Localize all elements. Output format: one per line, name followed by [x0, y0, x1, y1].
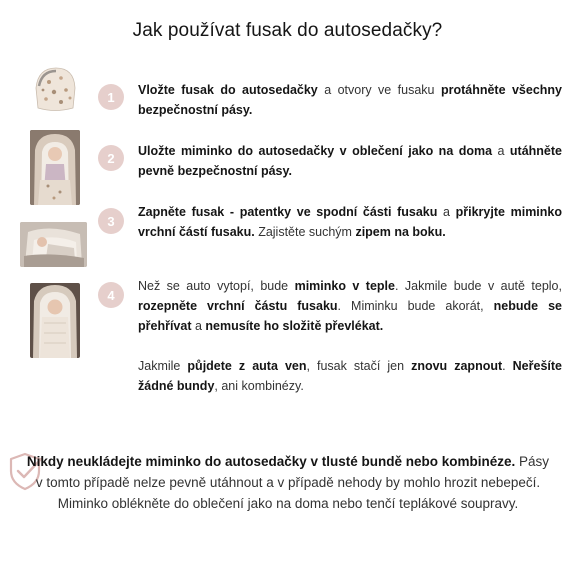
step-1-text	[138, 80, 562, 120]
bold-text: utáhněte pevně bezpečnostní pásy.	[138, 144, 562, 178]
bold-text: protáhněte všechny bezpečnostní pásy.	[138, 83, 563, 117]
bold-text: zipem na boku.	[355, 225, 446, 239]
text-segment: a	[492, 144, 510, 158]
text-segment: Než se auto vytopí, bude	[138, 279, 295, 293]
page-title: Jak používat fusak do autosedačky?	[132, 20, 443, 41]
bold-text: Uložte miminko do autosedačky v oblečení jako na doma	[138, 144, 493, 158]
baby-in-car-seat-photo	[30, 130, 80, 205]
step-number-badge: 4	[98, 282, 124, 308]
text-segment: a	[437, 205, 456, 219]
safety-note	[22, 451, 554, 514]
bold-text: půjdete z auta ven	[187, 359, 307, 373]
text-segment: a otvory ve fusaku	[317, 83, 441, 97]
text-segment: . Miminku bude akorát,	[337, 299, 494, 313]
step-number-badge: 1	[98, 84, 124, 110]
text-segment: , ani kombinézy.	[214, 379, 304, 393]
bold-text: přikryjte miminko vrchní částí fusaku.	[138, 205, 563, 239]
bold-text: nemusíte ho složitě převlékat.	[205, 319, 384, 333]
step-3-text	[138, 202, 562, 242]
bold-text: rozepněte vrchní částu fusaku	[138, 299, 338, 313]
text-segment: a	[191, 319, 206, 333]
text-segment: , fusak stačí jen	[306, 359, 412, 373]
step-paragraph	[138, 276, 562, 336]
text-segment: Zajistěte suchým	[254, 225, 356, 239]
bold-text: Zapněte fusak - patentky ve spodní části fusaku	[138, 205, 438, 219]
baby-covered-fusak-photo	[20, 222, 87, 267]
step-2-text	[138, 141, 562, 181]
car-seat-fusak-photo	[30, 62, 80, 114]
text-segment: .	[502, 359, 513, 373]
text-segment: Pásy v tomto případě nelze pevně utáhnout a v případě nehody by mohlo hrozit nebepečí. Miminko oblékněte do oblečení jako na doma nebo tenčí teplákové soupravy.	[35, 454, 550, 511]
bold-text: miminko v teple	[294, 279, 395, 293]
step-paragraph	[138, 356, 562, 396]
step-number-badge: 3	[98, 208, 124, 234]
bold-text: znovu zapnout	[411, 359, 503, 373]
text-segment: Jakmile	[138, 359, 188, 373]
step-4-text	[138, 276, 562, 396]
bold-text: Nikdy neukládejte miminko do autosedačky v tlusté bundě nebo kombinéze.	[26, 454, 516, 469]
bold-text: Vložte fusak do autosedačky	[138, 83, 318, 97]
bold-text: Neřešíte žádné bundy	[138, 359, 562, 393]
step-number-badge: 2	[98, 145, 124, 171]
text-segment: . Jakmile bude v autě teplo,	[394, 279, 562, 293]
bold-text: nebude se přehřívat	[138, 299, 563, 333]
baby-sleeping-fusak-photo	[30, 283, 80, 358]
